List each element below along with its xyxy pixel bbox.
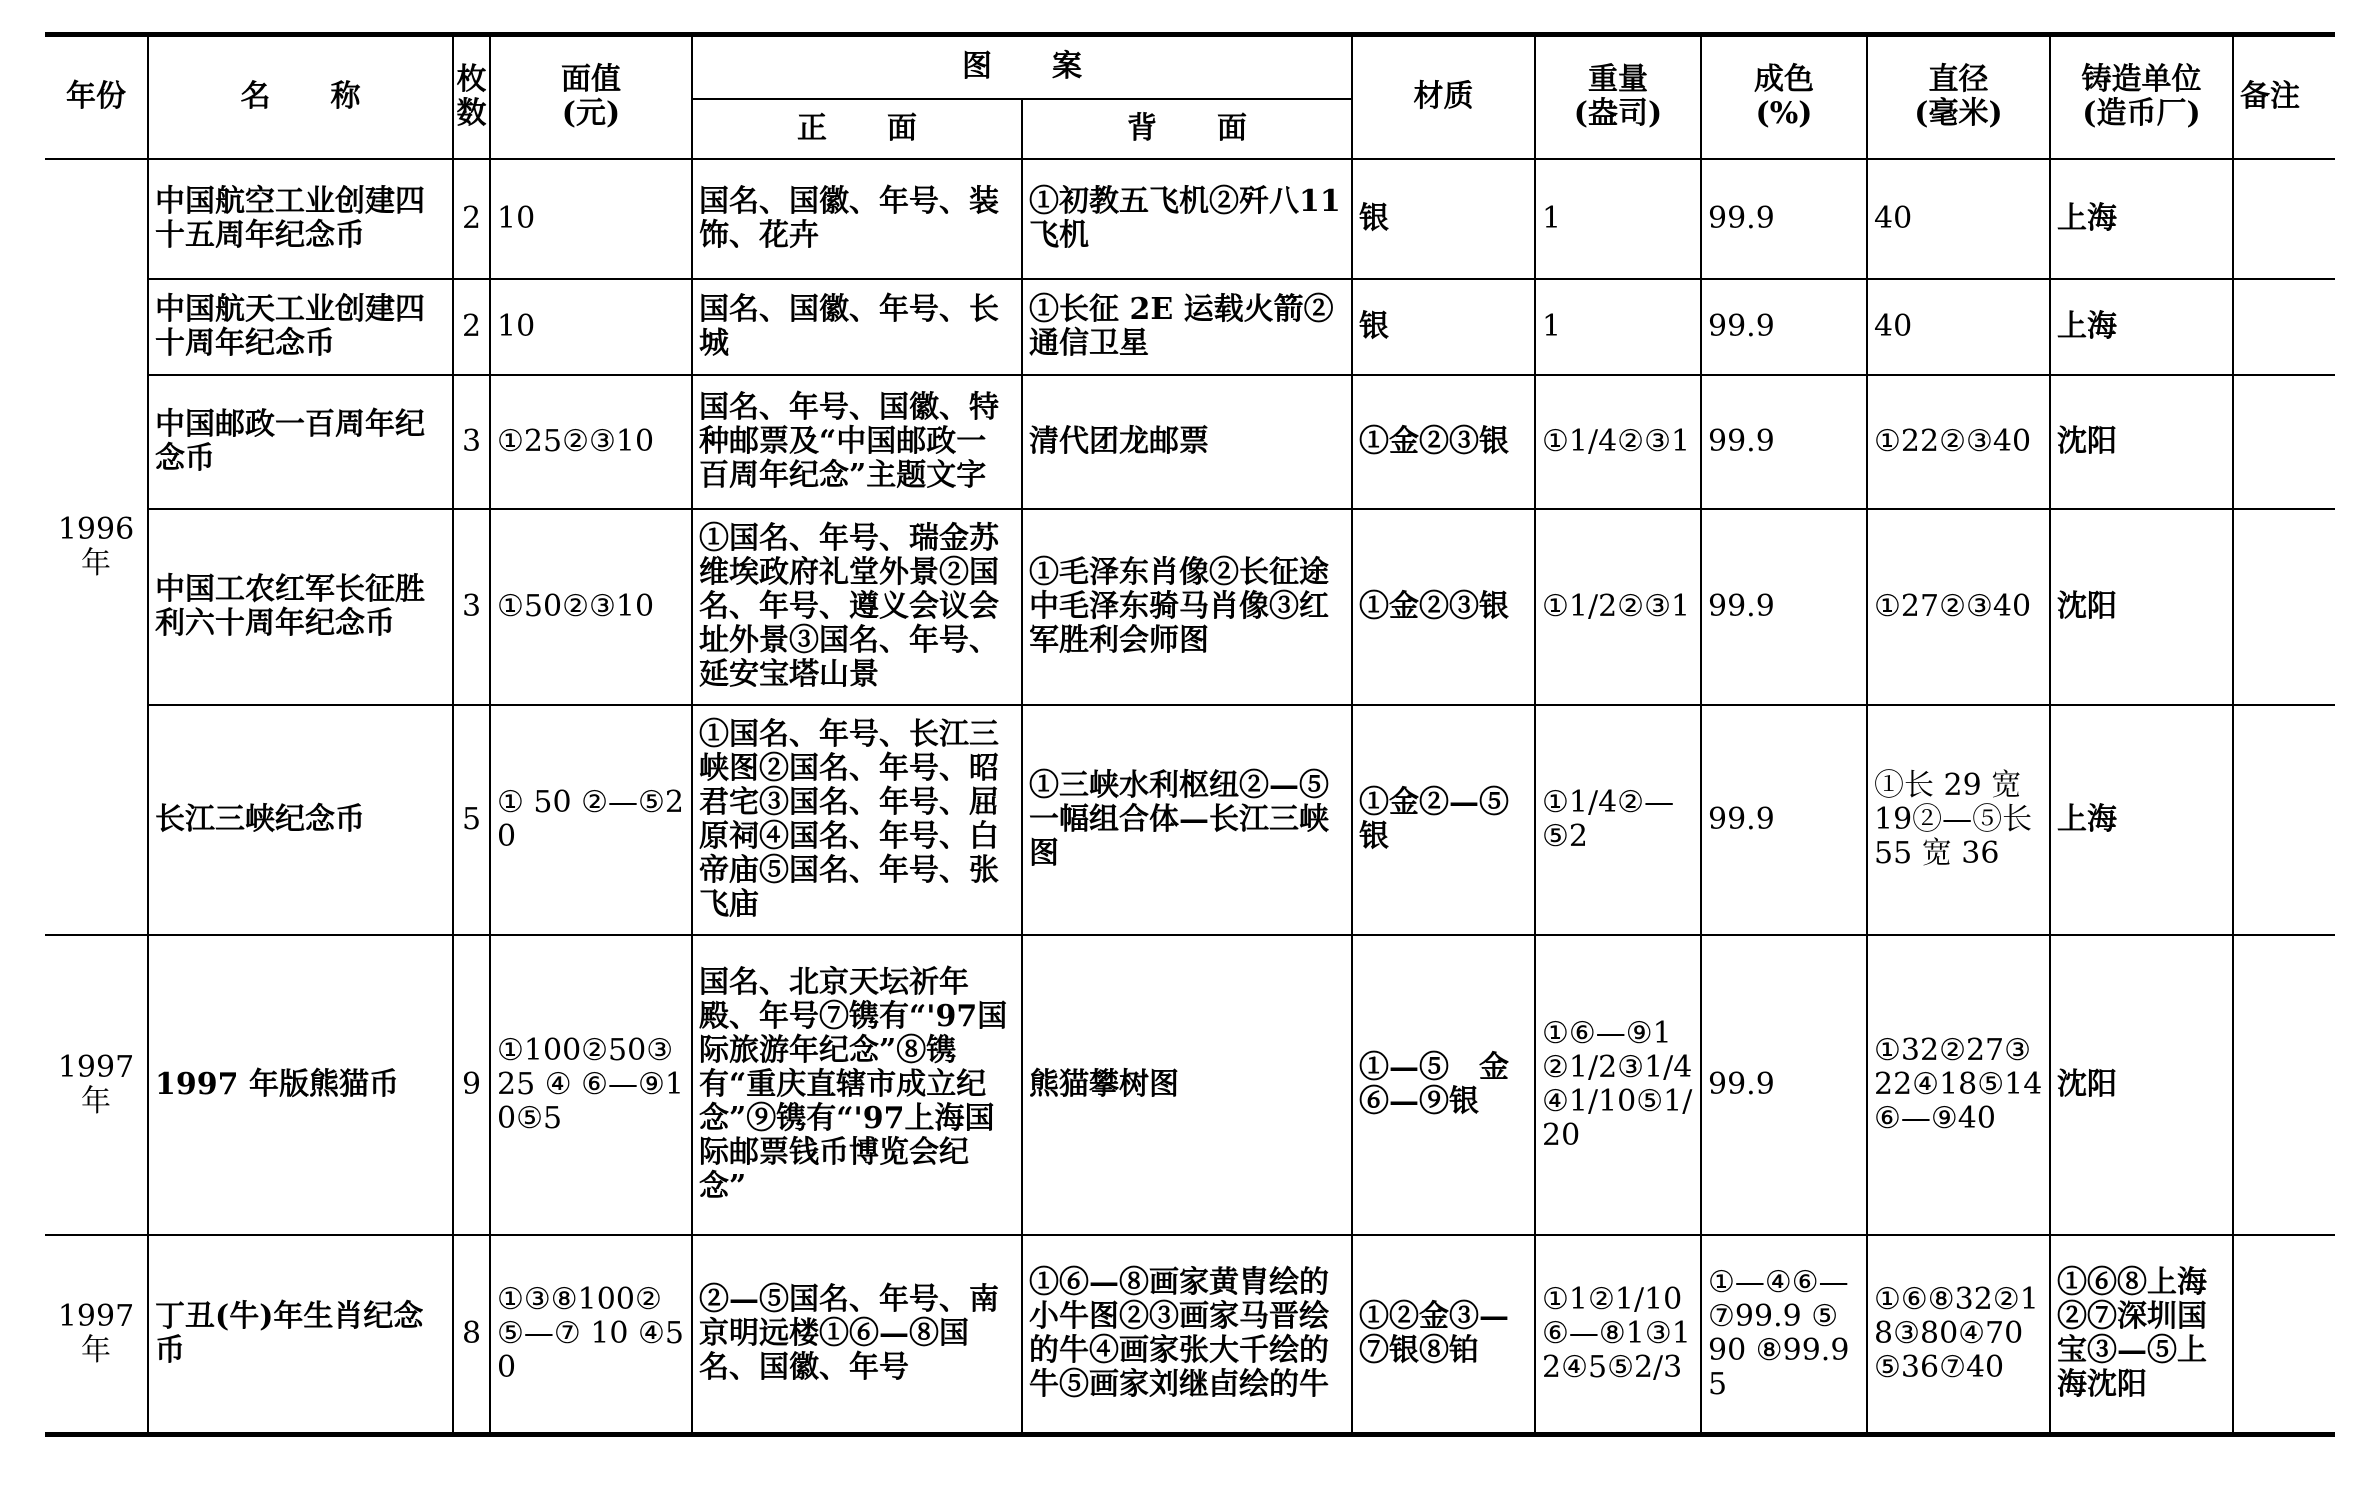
coin-obverse: ①国名、年号、瑞金苏维埃政府礼堂外景②国名、年号、遵义会议会址外景③国名、年号、延安宝塔山景 — [692, 509, 1022, 705]
coin-table — [45, 32, 2335, 1437]
header-name: 名 称 — [148, 35, 453, 159]
coin-denomination: ①③⑧100②⑤—⑦ 10 ④50 — [490, 1235, 692, 1435]
coin-denomination: ①50②③10 — [490, 509, 692, 705]
coin-weight: ①1/2②③1 — [1535, 509, 1701, 705]
coin-reverse: ①⑥—⑧画家黄胄绘的小牛图②③画家马晋绘的牛④画家张大千绘的牛⑤画家刘继卣绘的牛 — [1022, 1235, 1352, 1435]
coin-reverse: 清代团龙邮票 — [1022, 375, 1352, 509]
coin-mint: 上海 — [2050, 279, 2233, 375]
header-design: 图 案 — [692, 35, 1352, 99]
coin-reverse: 熊猫攀树图 — [1022, 935, 1352, 1235]
coin-diameter: ①32②27③22④18⑤14⑥—⑨40 — [1867, 935, 2050, 1235]
header-material: 材质 — [1352, 35, 1535, 159]
coin-count: 3 — [453, 375, 490, 509]
coin-obverse: 国名、国徽、年号、长城 — [692, 279, 1022, 375]
coin-diameter: ①22②③40 — [1867, 375, 2050, 509]
header-remarks: 备注 — [2233, 35, 2335, 159]
table-row — [45, 705, 2335, 935]
coin-diameter: ①⑥⑧32②18③80④70⑤36⑦40 — [1867, 1235, 2050, 1435]
coin-diameter: 40 — [1867, 159, 2050, 279]
coin-fineness: 99.9 — [1701, 375, 1867, 509]
coin-remarks — [2233, 705, 2335, 935]
year-cell: 1997 年 — [45, 935, 148, 1235]
coin-weight: ①1/4②—⑤2 — [1535, 705, 1701, 935]
coin-fineness: 99.9 — [1701, 935, 1867, 1235]
coin-weight: 1 — [1535, 279, 1701, 375]
coin-reverse: ①三峡水利枢纽②—⑤一幅组合体—长江三峡图 — [1022, 705, 1352, 935]
header-diameter: 直径 (毫米) — [1867, 35, 2050, 159]
table-row — [45, 509, 2335, 705]
coin-material: ①金②③银 — [1352, 509, 1535, 705]
coin-name: 丁丑(牛)年生肖纪念币 — [148, 1235, 453, 1435]
coin-name: 1997 年版熊猫币 — [148, 935, 453, 1235]
coin-fineness: 99.9 — [1701, 279, 1867, 375]
coin-obverse: 国名、年号、国徽、特种邮票及“中国邮政一百周年纪念”主题文字 — [692, 375, 1022, 509]
coin-name: 中国航空工业创建四十五周年纪念币 — [148, 159, 453, 279]
coin-mint: 沈阳 — [2050, 375, 2233, 509]
coin-mint: 沈阳 — [2050, 935, 2233, 1235]
coin-fineness: 99.9 — [1701, 159, 1867, 279]
coin-material: 银 — [1352, 159, 1535, 279]
header-year: 年份 — [45, 35, 148, 159]
coin-fineness: 99.9 — [1701, 509, 1867, 705]
header-mint: 铸造单位 (造币厂) — [2050, 35, 2233, 159]
coin-count: 5 — [453, 705, 490, 935]
coin-mint: 上海 — [2050, 159, 2233, 279]
header-fineness: 成色 (%) — [1701, 35, 1867, 159]
coin-material: ①金②③银 — [1352, 375, 1535, 509]
coin-name: 长江三峡纪念币 — [148, 705, 453, 935]
coin-obverse: 国名、北京天坛祈年殿、年号⑦镌有“'97国际旅游年纪念”⑧镌有“重庆直辖市成立纪念”⑨镌有“'97上海国际邮票钱币博览会纪念” — [692, 935, 1022, 1235]
header-weight: 重量 (盎司) — [1535, 35, 1701, 159]
coin-denomination: ① 50 ②—⑤20 — [490, 705, 692, 935]
coin-remarks — [2233, 935, 2335, 1235]
coin-material: ①金②—⑤银 — [1352, 705, 1535, 935]
year-cell: 1996 年 — [45, 159, 148, 935]
coin-weight: ①⑥—⑨1②1/2③1/4④1/10⑤1/20 — [1535, 935, 1701, 1235]
coin-obverse: 国名、国徽、年号、装饰、花卉 — [692, 159, 1022, 279]
coin-weight: ①1/4②③1 — [1535, 375, 1701, 509]
coin-name: 中国邮政一百周年纪念币 — [148, 375, 453, 509]
coin-reverse: ①毛泽东肖像②长征途中毛泽东骑马肖像③红军胜利会师图 — [1022, 509, 1352, 705]
coin-remarks — [2233, 159, 2335, 279]
table-row — [45, 1235, 2335, 1435]
coin-obverse: ①国名、年号、长江三峡图②国名、年号、昭君宅③国名、年号、屈原祠④国名、年号、白帝庙⑤国名、年号、张飞庙 — [692, 705, 1022, 935]
coin-weight: ①1②1/10⑥—⑧1③12④5⑤2/3 — [1535, 1235, 1701, 1435]
coin-mint: 沈阳 — [2050, 509, 2233, 705]
coin-denomination: 10 — [490, 279, 692, 375]
table-row — [45, 159, 2335, 279]
coin-reverse: ①长征 2E 运载火箭②通信卫星 — [1022, 279, 1352, 375]
coin-mint: ①⑥⑧上海②⑦深圳国宝③—⑤上海沈阳 — [2050, 1235, 2233, 1435]
coin-material: ①②金③—⑦银⑧铂 — [1352, 1235, 1535, 1435]
coin-fineness: 99.9 — [1701, 705, 1867, 935]
coin-remarks — [2233, 279, 2335, 375]
coin-remarks — [2233, 509, 2335, 705]
coin-name: 中国工农红军长征胜利六十周年纪念币 — [148, 509, 453, 705]
coin-remarks — [2233, 375, 2335, 509]
coin-name: 中国航天工业创建四十周年纪念币 — [148, 279, 453, 375]
coin-denomination: ①100②50③25 ④ ⑥—⑨10⑤5 — [490, 935, 692, 1235]
header-obverse: 正 面 — [692, 99, 1022, 159]
coin-count: 8 — [453, 1235, 490, 1435]
coin-material: ①—⑤ 金⑥—⑨银 — [1352, 935, 1535, 1235]
header-denomination: 面值 (元) — [490, 35, 692, 159]
header-reverse: 背 面 — [1022, 99, 1352, 159]
table-row — [45, 279, 2335, 375]
year-cell: 1997 年 — [45, 1235, 148, 1435]
coin-diameter: 40 — [1867, 279, 2050, 375]
coin-count: 2 — [453, 159, 490, 279]
table-row — [45, 935, 2335, 1235]
coin-obverse: ②—⑤国名、年号、南京明远楼①⑥—⑧国名、国徽、年号 — [692, 1235, 1022, 1435]
header-count: 枚数 — [453, 35, 490, 159]
table-row — [45, 375, 2335, 509]
coin-material: 银 — [1352, 279, 1535, 375]
coin-reverse: ①初教五飞机②歼八11 飞机 — [1022, 159, 1352, 279]
coin-diameter: ①长 29 宽 19②—⑤长 55 宽 36 — [1867, 705, 2050, 935]
coin-remarks — [2233, 1235, 2335, 1435]
coin-count: 2 — [453, 279, 490, 375]
coin-fineness: ①—④⑥—⑦99.9 ⑤ 90 ⑧99.95 — [1701, 1235, 1867, 1435]
coin-count: 9 — [453, 935, 490, 1235]
coin-count: 3 — [453, 509, 490, 705]
coin-weight: 1 — [1535, 159, 1701, 279]
coin-mint: 上海 — [2050, 705, 2233, 935]
coin-diameter: ①27②③40 — [1867, 509, 2050, 705]
coin-denomination: ①25②③10 — [490, 375, 692, 509]
header-row-1 — [45, 35, 2335, 99]
coin-denomination: 10 — [490, 159, 692, 279]
